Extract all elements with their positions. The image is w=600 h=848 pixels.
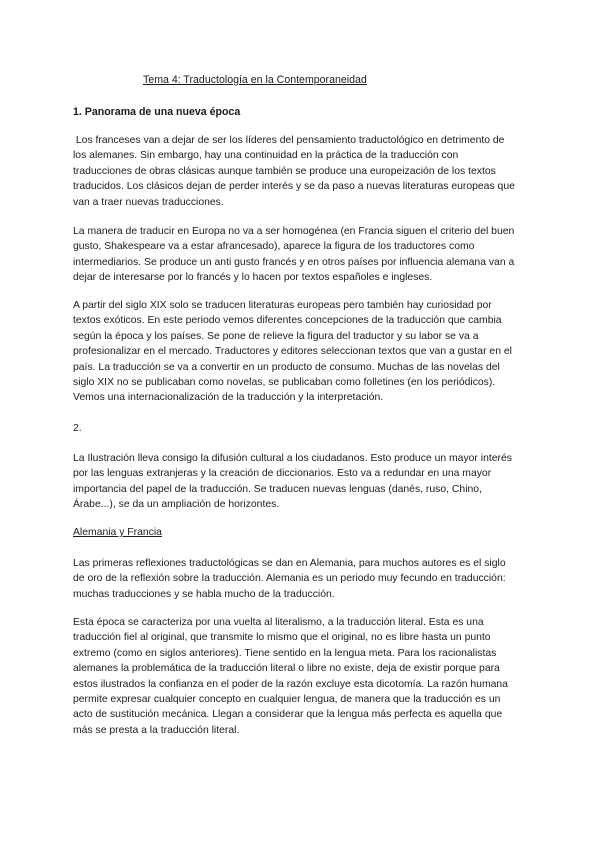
paragraph <box>73 224 533 286</box>
text-line: textos exóticos. En este periodo vemos diferentes concepciones de la traducción que cambia <box>73 315 502 327</box>
text-line: alemanes la problemática de la traducción literal o libre no existe, deja de existir porque para <box>73 663 500 675</box>
text-line: según la época y los países. Se pone de relieve la figura del traductor y su labor se va a <box>73 330 479 342</box>
text-line: importancia del papel de la traducción. Se traducen nuevas lenguas (danés, ruso, Chino, <box>73 483 482 495</box>
paragraph <box>73 298 533 406</box>
text-line: Los franceses van a dejar de ser los líderes del pensamiento traductológico en detrimento de <box>73 135 505 146</box>
text-line: muchas traducciones y se habla mucho de la traducción. <box>73 588 335 600</box>
text-line: traducciones de obras clásicas aunque también se produce una europeización de los textos <box>73 165 496 177</box>
text-line: país. La traducción se va a convertir en un producto de consumo. Muchas de las novelas del <box>73 361 500 373</box>
paragraph <box>73 451 533 513</box>
text-line: intermediarios. Se produce un anti gusto francés y en otros países por influencia alemana van a <box>73 256 515 268</box>
text-line: dejar de interesarse por lo francés y lo hacen por textos españoles e ingleses. <box>73 272 433 284</box>
text-line: La manera de traducir en Europa no va a ser homogénea (en Francia siguen el criterio del buen <box>73 226 515 237</box>
text-line: La Ilustración lleva consigo la difusión cultural a los ciudadanos. Esto produce un mayor interés <box>73 453 512 464</box>
paragraph <box>73 133 533 210</box>
paragraph <box>73 556 533 602</box>
paragraph <box>73 615 533 738</box>
text-line: traducción fiel al original, que transmite lo mismo que el original, no es libre hasta un punto <box>73 632 491 644</box>
text-line: por las lenguas extranjeras y la creación de diccionarios. Esto va a redundar en una mayor <box>73 468 492 480</box>
section-number: 2. <box>73 423 82 434</box>
text-line: gusto, Shakespeare va a estar afrancesado), aparece la figura de los traductores como <box>73 241 475 253</box>
text-line: profesionalizar en el mercado. Traductores y editores seleccionan textos que van a gustar en el <box>73 346 512 358</box>
text-line: los alemanes. Sin embargo, hay una continuidad en la práctica de la traducción con <box>73 150 459 162</box>
text-line: Árabe...), se da un ampliación de horizontes. <box>73 499 280 511</box>
text-line: estos ilustrados la confianza en el poder de la razón excluye esta dicotomía. La razón humana <box>73 678 508 690</box>
text-line: siglo XIX no se publicaban como novelas, se publicaban como folletines (en los periódicos). <box>73 377 496 389</box>
text-line: de oro de la reflexión sobre la traducción. Alemania es un periodo muy fecundo en traducción: <box>73 573 506 585</box>
text-line: traducidos. Los clásicos dejan de perder interés y se da paso a nuevas literaturas europeas que <box>73 181 515 193</box>
text-line: más se presta a la traducción literal. <box>73 724 240 736</box>
text-line: extremo (como en siglos anteriores). Tiene sentido en la lengua meta. Para los racionalistas <box>73 647 497 659</box>
section-heading: 1. Panorama de una nueva época <box>73 106 241 118</box>
document-title: Tema 4: Traductología en la Contemporaneidad <box>143 74 367 86</box>
text-line: Esta época se caracteriza por una vuelta al literalismo, a la traducción literal. Esta es una <box>73 617 484 628</box>
text-line: Las primeras reflexiones traductológicas se dan en Alemania, para muchos autores es el siglo <box>73 558 506 569</box>
subheading: Alemania y Francia <box>73 527 162 538</box>
text-line: A partir del siglo XIX solo se traducen literaturas europeas pero también hay curiosidad por <box>73 300 492 311</box>
text-line: acto de sustitución mecánica. Llegan a considerar que la lengua más perfecta es aquella que <box>73 709 503 721</box>
text-line: permite expresar cualquier concepto en cualquier lengua, de manera que la traducción es un <box>73 694 501 706</box>
text-line: Vemos una internacionalización de la traducción y la interpretación. <box>73 392 384 404</box>
text-line: van a traer nuevas traducciones. <box>73 196 224 208</box>
